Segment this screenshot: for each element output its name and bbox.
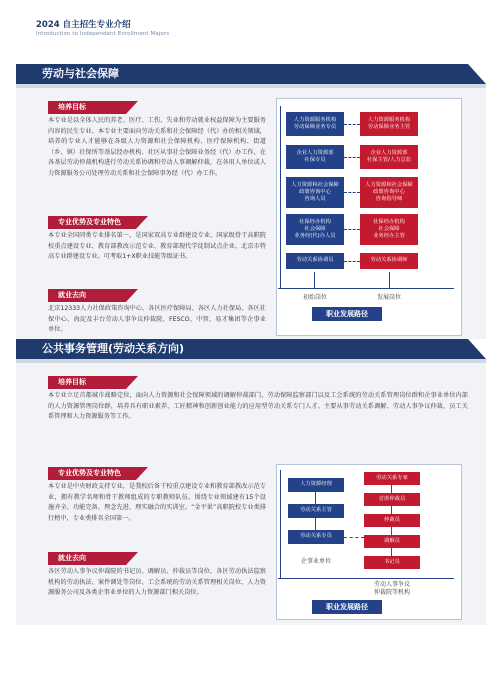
s2-heading-advantage: 专业优势及专业特色 [48, 467, 136, 480]
s2-heading-career: 就业去向 [48, 552, 126, 565]
s1-dev-job-2: 企业人力资源部 社保主管/人力总监 [360, 145, 418, 169]
s1-initial-label: 初始岗位 [302, 294, 327, 301]
s2-text-goal: 本专业立足首都城市战略定位，面向人力资源和社会保障领域的调解仲裁部门、劳动保障监察部门以及工会系统的劳动关系管理岗位群和企事业单位内部的人力资源管理岗位群，培养具有职业素养、工匠精神和创新创业能力的应用型劳动关系专门人才。主要从事劳动关系调解、劳动人事争议仲裁、员工关系管理和人力资源服务等工作。 [48, 392, 468, 421]
s1-text-career: 北京12333人力社保政策咨询中心、各区医疗保障局、各区人力社保局、各区社保中心、海淀及丰台劳动人事争议仲裁院、FESCO、中智、易才集团等企事业单位。 [48, 305, 266, 334]
s2-right-job-1: 劳动关系专家 [364, 472, 420, 485]
s1-text-advantage: 本专业全国同类专业排名第一，是国家双高专业群建设专业、国家级骨干高职院校重点建设专业、教育部教改示范专业、教育部现代学徒制试点企业、北京市特高专业群建设专业。可考取1+X职业技能等级证书。 [48, 232, 266, 261]
s2-text-advantage: 本专业是中央财政支持专业，是我校后备干校重点建设专业和教育部教改示范专业，拥有教学名师和骨干教师组成的专职教师队伍。围绕专业领域建有15个设施齐全、功能完备、理念先进、理实融合的实训室。“金平果”高职院校专业类排行榜中，专业类排名全国第一。 [48, 483, 266, 522]
s1-initial-job-4: 社保经办机构 社会保障 业务经(代)办人员 [286, 214, 344, 245]
s1-heading-advantage: 专业优势及专业特色 [48, 216, 136, 229]
s2-left-job-3: 劳动关系专员 [288, 530, 344, 544]
s1-initial-job-2: 企业人力资源部 社保专员 [286, 145, 344, 169]
s1-initial-job-1: 人力资源服务机构 劳动保障业务专员 [286, 112, 344, 136]
s2-right-job-3: 仲裁员 [364, 514, 420, 527]
s2-left-job-2: 劳动关系主管 [288, 504, 344, 518]
s1-dev-job-4: 社保经办机构 社会保障 业务经办主管 [360, 214, 418, 245]
s2-right-job-4: 调解员 [364, 535, 420, 548]
s1-dev-job-5: 劳动关系协调师 [360, 253, 418, 269]
s2-left-label: 企事业单位 [300, 558, 331, 565]
s2-right-job-5: 书记员 [364, 556, 420, 569]
page-header-subtitle: Introduction to Independent Enrollment Majors [36, 31, 170, 37]
s2-route-label: 职业发展路径 [312, 600, 382, 614]
s2-right-label: 劳动人事争议 仲裁院等机构 [373, 581, 410, 596]
s2-text-career: 各区劳动人事争议仲裁院的书记员、调解员、仲裁员等岗位、各区劳动执法监察机构的劳动执法、案件调处等岗位、工会系统的劳动关系管理相关岗位、人力资源服务公司及各类企事业单位的人力资源部门相关岗位。 [48, 568, 266, 597]
s1-text-goal: 本专业是以全体人民的养老、医疗、工伤、失业和劳动就业权益保障为主要服务内容的民生专业。本专业主要面向劳动关系和社会保障经（代）办的相关领域，培养的专业人才能够在各级人力资源和社会保障机构、医疗保障机构、街道（乡、镇）社保所等基层经办机构、社区从事社会保障业务经（代）办工作，在各基层劳动仲裁机构进行劳动关系协调和劳动人事调解仲裁，在各用人单位或人力资源服务公司处理劳动关系和社会保障事务经（代）办工作。 [48, 117, 266, 177]
section-2-title: 公共事务管理(劳动关系方向) [42, 342, 185, 355]
s1-initial-job-5: 劳动关系协调员 [286, 253, 344, 269]
s2-left-job-1: 人力资源经理 [288, 478, 344, 492]
s2-heading-goal: 培养目标 [48, 376, 126, 389]
s1-route-label: 职业发展路径 [312, 307, 382, 321]
s1-dev-job-1: 人力资源服务机构 劳动保障业务主管 [360, 112, 418, 136]
s1-dev-label: 发展岗位 [376, 294, 401, 301]
s1-heading-career: 就业去向 [48, 289, 126, 302]
s1-initial-job-3: 人力资源和社会保障 政策咨询中心 咨询人员 [286, 177, 344, 208]
s1-dev-job-3: 人力资源和社会保障 政策咨询中心 咨询指导师 [360, 177, 418, 208]
s2-right-job-2: 首席仲裁员 [364, 493, 420, 506]
page-header-title: 2024 自主招生专业介绍 [36, 20, 131, 30]
section-1-title: 劳动与社会保障 [42, 67, 119, 80]
s1-heading-goal: 培养目标 [48, 101, 126, 114]
